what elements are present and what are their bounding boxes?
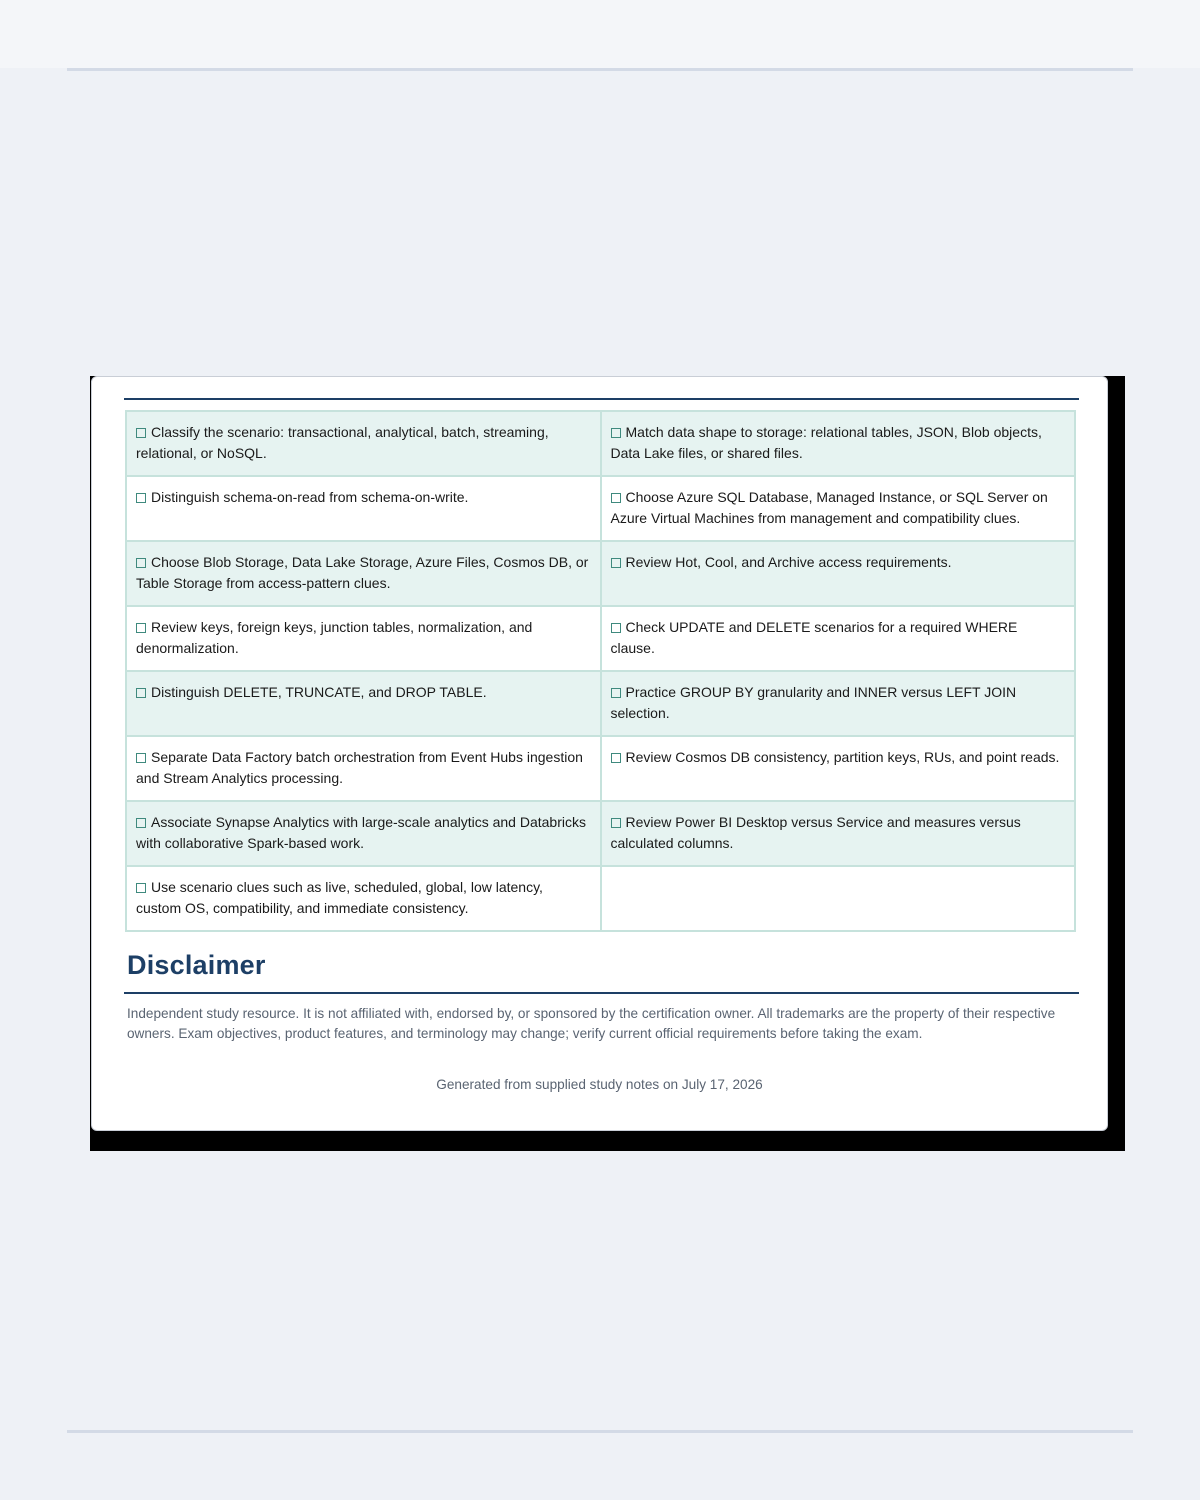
checklist-item-text: Review Power BI Desktop versus Service and measures versus calculated columns.	[610, 814, 1021, 851]
checklist-row	[126, 476, 1075, 541]
generated-note: Generated from supplied study notes on July 17, 2026	[436, 1077, 763, 1092]
checkbox-icon	[611, 558, 621, 568]
section-rule	[124, 398, 1079, 400]
checklist-item-text: Check UPDATE and DELETE scenarios for a required WHERE clause.	[610, 619, 1018, 656]
viewer-top-divider	[67, 68, 1133, 71]
checklist-item-text: Separate Data Factory batch orchestration from Event Hubs ingestion and Stream Analytics processing.	[136, 749, 583, 786]
checklist-item-text: Associate Synapse Analytics with large-scale analytics and Databricks with collaborative Spark-based work.	[136, 814, 586, 851]
checklist-cell	[126, 411, 601, 476]
checklist-cell	[601, 736, 1076, 801]
viewer-top-band	[0, 0, 1200, 68]
checklist-cell	[126, 736, 601, 801]
checklist-row	[126, 606, 1075, 671]
checklist-row	[126, 541, 1075, 606]
checklist-item-text: Match data shape to storage: relational tables, JSON, Blob objects, Data Lake files, or shared files.	[610, 424, 1042, 461]
disclaimer-text: Independent study resource. It is not affiliated with, endorsed by, or sponsored by the certification owner. All trademarks are the property of their respective owners. Exam objectives, product features, and terminology may change; verify current official requirements before taking the exam.	[127, 1006, 1056, 1041]
checklist-item-text: Practice GROUP BY granularity and INNER versus LEFT JOIN selection.	[610, 684, 1017, 721]
checkbox-icon	[136, 558, 146, 568]
checkbox-icon	[136, 493, 146, 503]
checklist-item-text: Use scenario clues such as live, scheduled, global, low latency, custom OS, compatibility, and immediate consistency.	[136, 879, 543, 916]
checkbox-icon	[611, 428, 621, 438]
checkbox-icon	[611, 493, 621, 503]
checklist-row	[126, 801, 1075, 866]
checklist-cell	[601, 866, 1076, 931]
checklist-cell	[601, 476, 1076, 541]
checklist-cell	[126, 541, 601, 606]
checkbox-icon	[136, 688, 146, 698]
checkbox-icon	[136, 883, 146, 893]
checklist-item-text: Review Hot, Cool, and Archive access requirements.	[625, 554, 952, 570]
checklist-table	[125, 410, 1076, 932]
checklist-row	[126, 671, 1075, 736]
checklist-item-text: Review keys, foreign keys, junction tables, normalization, and denormalization.	[136, 619, 533, 656]
checklist-cell	[601, 541, 1076, 606]
checkbox-icon	[611, 623, 621, 633]
checklist-item-text: Review Cosmos DB consistency, partition keys, RUs, and point reads.	[625, 749, 1060, 765]
checklist-cell	[601, 801, 1076, 866]
viewer-bottom-divider	[67, 1430, 1133, 1433]
checkbox-icon	[611, 818, 621, 828]
checklist-item-text: Classify the scenario: transactional, analytical, batch, streaming, relational, or NoSQL.	[136, 424, 549, 461]
checkbox-icon	[611, 753, 621, 763]
checkbox-icon	[136, 753, 146, 763]
checklist-cell	[601, 671, 1076, 736]
checklist-cell	[601, 606, 1076, 671]
checklist-row	[126, 736, 1075, 801]
checkbox-icon	[136, 818, 146, 828]
document-page	[91, 376, 1108, 1131]
checklist-row	[126, 866, 1075, 931]
checklist-cell	[126, 671, 601, 736]
checkbox-icon	[136, 623, 146, 633]
checklist-item-text: Distinguish DELETE, TRUNCATE, and DROP TABLE.	[151, 684, 487, 700]
disclaimer-heading: Disclaimer	[127, 950, 266, 980]
checklist-cell	[601, 411, 1076, 476]
checklist-cell	[126, 866, 601, 931]
checklist-item-text: Distinguish schema-on-read from schema-on-write.	[151, 489, 469, 505]
checkbox-icon	[611, 688, 621, 698]
checklist-item-text: Choose Azure SQL Database, Managed Instance, or SQL Server on Azure Virtual Machines from management and compatibility clues.	[610, 489, 1048, 526]
checklist-item-text: Choose Blob Storage, Data Lake Storage, Azure Files, Cosmos DB, or Table Storage from access-pattern clues.	[136, 554, 589, 591]
checklist-cell	[126, 801, 601, 866]
disclaimer-rule	[124, 992, 1079, 994]
checklist-cell	[126, 476, 601, 541]
checkbox-icon	[136, 428, 146, 438]
checklist-cell	[126, 606, 601, 671]
checklist-row	[126, 411, 1075, 476]
